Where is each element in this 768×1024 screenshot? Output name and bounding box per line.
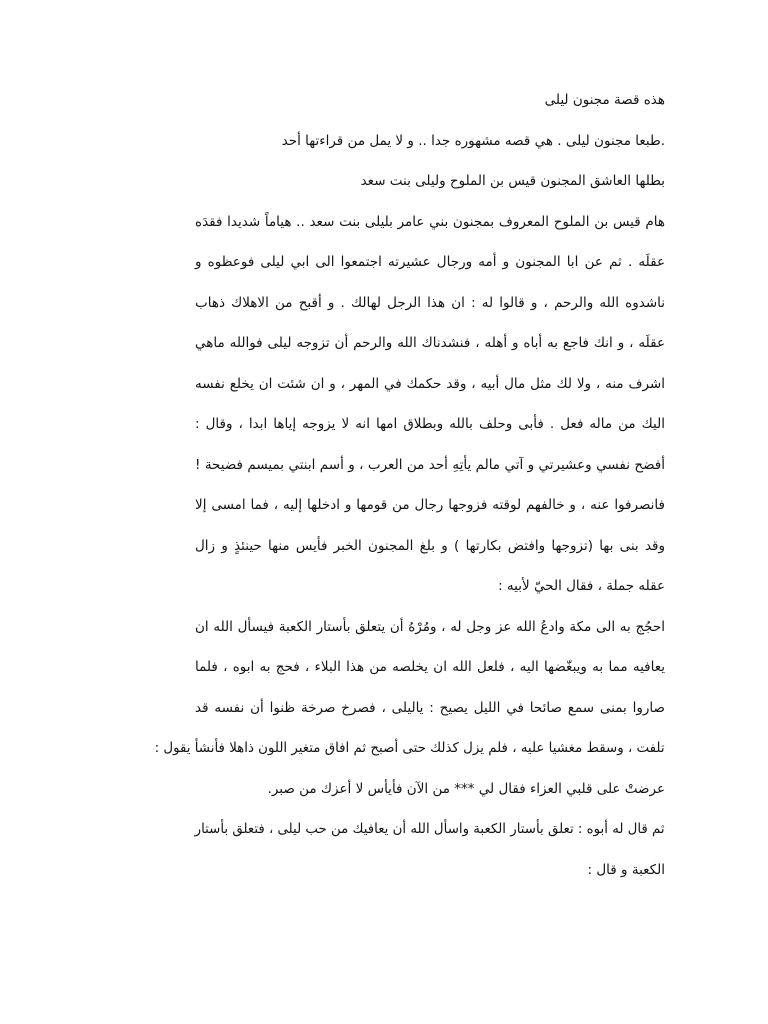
- text-line: تلفت ، وسقط مغشيا عليه ، فلم يزل كذلك حتى أصبح ثم افاق متغير اللون ذاهلا فأنشأ يقول :: [155, 740, 665, 756]
- verse-line: عرضتْ على قلبي العزاء فقال لي *** من الآن فأيأس لا أعزك من صبر.: [267, 780, 665, 797]
- text-line: ثم قال له أبوه : تعلق بأستار الكعبة واسأل الله أن يعافيك من حب ليلى ، فتعلق بأستار: [195, 821, 665, 837]
- document-title: هذه قصة مجنون ليلى: [544, 92, 665, 108]
- text-line: أفضح نفسي وعشيرتي و آتي مالم يأتِهِ أحد من العرب ، و أسم ابنتي بميسم فضيحة !: [195, 456, 665, 473]
- text-line: بطلها العاشق المجنون قيس بن الملوح وليلى بنت سعد: [360, 173, 665, 189]
- text-line: ناشدوه الله والرحم ، و قالوا له : ان هذا الرجل لهالك . و أقبح من الاهلاك ذهاب: [195, 294, 665, 311]
- document-page: [155, 80, 665, 890]
- text-line: صاروا بمنى سمع صائحا في الليل يصيح : ياليلى ، فصرخ صرخة ظنوا أن نفسه قد: [195, 699, 665, 716]
- text-line: وقد بنى بها (تزوجها وافتض بكارتها ) و بلغ المجنون الخبر فأيس منها حينئذٍ و زال: [195, 537, 665, 554]
- text-line: عقله جملة ، فقال الحيّ لأبيه :: [498, 578, 665, 594]
- text-line: الكعبة و قال :: [587, 861, 665, 878]
- text-line: اليك من ماله فعل . فأبى وحلف بالله وبطلاق امها انه لا يزوجه إياها ابدا ، وقال :: [195, 416, 665, 432]
- text-line: احجُج به الى مكة وادعُ الله عز وجل له ، ومُرْهُ أن يتعلق بأستار الكعبة فيسأل الله ان: [195, 618, 665, 635]
- text-line: يعافيه مما به ويبغّضها اليه ، فلعل الله ان يخلصه من هذا البلاء ، فحج به ابوه ، فلما: [195, 659, 665, 675]
- text-line: فانصرفوا عنه ، و خالفهم لوقته فزوجها رجال من قومها و ادخلها إليه ، فما امسى إلا: [195, 497, 665, 513]
- text-line: هام قيس بن الملوح المعروف بمجنون بني عامر بليلى بنت سعد .. هياماً شديدا فقدَه: [195, 213, 665, 230]
- text-line: اشرف منه ، ولا لك مثل مال أبيه ، وقد حكمك في المهر ، و ان شئت ان يخلع نفسه: [195, 375, 665, 392]
- text-line: عقلَه . ثم عن ابا المجنون و أمه ورجال عشيرته اجتمعوا الى ابي ليلى فوعظوه و: [195, 254, 665, 270]
- text-line: عقلَه ، و انك فاجع به أباه و أهله ، فنشدناك الله والرحم أن تزوجه ليلى فوالله ماهي: [195, 335, 665, 351]
- text-line: .طبعا مجنون ليلى . هي قصه مشهوره جدا .. و لا يمل من قراءتها أحد: [281, 132, 665, 149]
